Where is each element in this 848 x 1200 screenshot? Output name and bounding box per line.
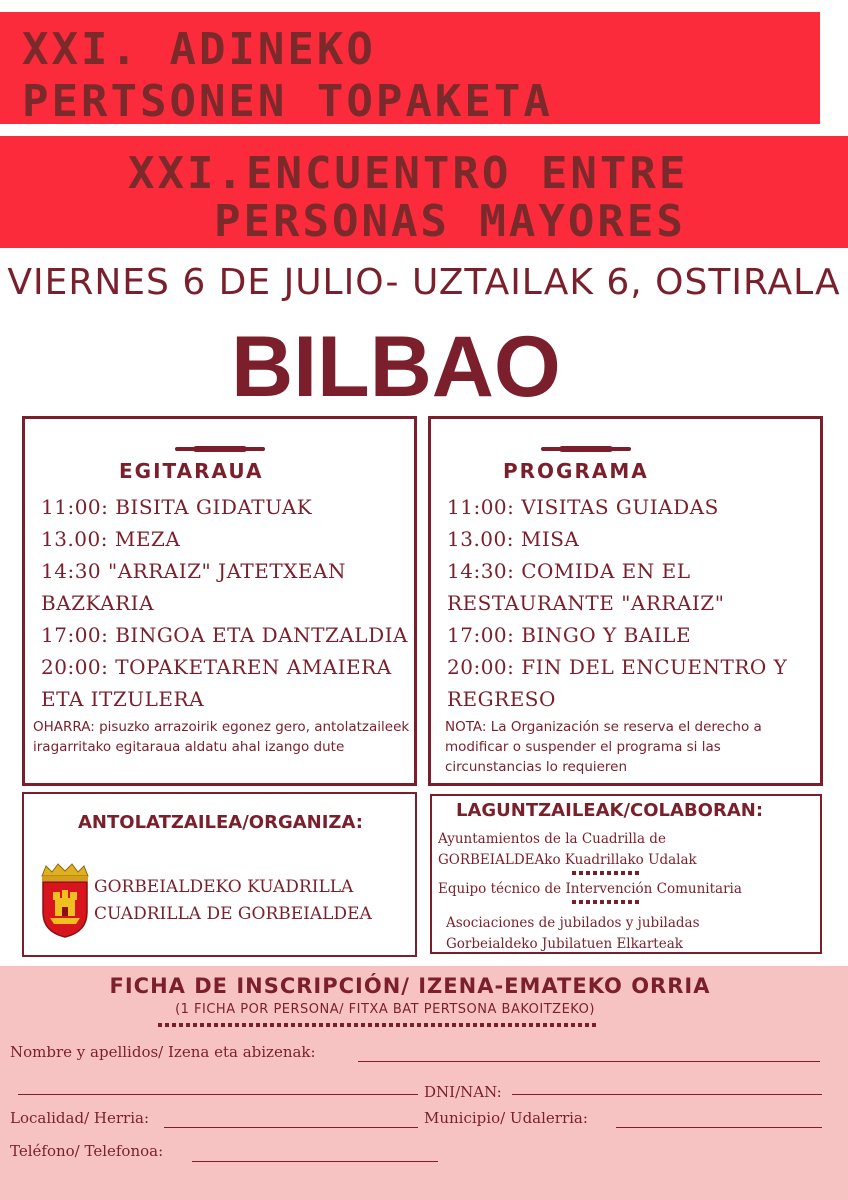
program-spanish-note: NOTA: La Organización se reserva el derecho a modificar o suspender el programa si las circunstancias lo requieren [445,719,762,775]
phone-label: Teléfono/ Telefonoa: [10,1142,164,1160]
organizer-name-spanish: CUADRILLA DE GORBEIALDEA [94,904,372,924]
locality-field[interactable] [164,1127,418,1128]
program-spanish-list [447,491,787,715]
list-item: 13.00: MEZA [41,527,181,551]
title-banner-spanish [0,136,848,248]
list-item: 17:00: BINGO Y BAILE [447,623,692,647]
list-item: 11:00: BISITA GIDATUAK [41,495,313,519]
name-field-continued[interactable] [18,1094,418,1095]
organizer-title: ANTOLATZAILEA/ORGANIZA: [78,812,363,833]
collaborator-item: Gorbeialdeko Jubilatuen Elkarteak [446,936,683,952]
dni-label: DNI/NAN: [424,1083,502,1101]
list-item: 14:30 "ARRAIZ" JATETXEAN [41,559,346,583]
program-spanish-title: PROGRAMA [503,459,649,483]
collaborator-item: Equipo técnico de Intervención Comunitaria [438,881,742,897]
organizer-name-basque: GORBEIALDEKO KUADRILLA [94,877,354,897]
title-banner-basque [0,12,820,127]
form-title: FICHA DE INSCRIPCIÓN/ IZENA-EMATEKO ORRIA [109,974,711,998]
phone-field[interactable] [192,1161,438,1162]
banner-spanish-line1: XXI.ENCUENTRO ENTRE [128,148,689,199]
list-item: 20:00: FIN DEL ENCUENTRO Y [447,655,788,679]
banner-spanish-line2: PERSONAS MAYORES [214,196,686,247]
list-item: RESTAURANTE "ARRAIZ" [447,591,725,615]
program-basque-box [22,416,417,786]
list-item: 20:00: TOPAKETAREN AMAIERA [41,655,392,679]
brush-stroke-divider [541,447,631,451]
program-basque-list [41,491,408,715]
dni-field[interactable] [512,1094,822,1095]
municipality-label: Municipio/ Udalerria: [424,1109,588,1127]
banner-basque-line1: XXI. ADINEKO [22,24,376,75]
coat-of-arms-icon [36,862,94,938]
program-basque-note: OHARRA: pisuzko arrazoirik egonez gero, antolatzaileek iragarritako egitaraua aldatu ahal izango dute [33,719,410,755]
collaborator-item: Ayuntamientos de la Cuadrilla de [438,831,666,847]
event-date: VIERNES 6 DE JULIO- UZTAILAK 6, OSTIRALA [7,262,841,303]
list-item: BAZKARIA [41,591,155,615]
program-basque-title: EGITARAUA [119,459,264,483]
collaborator-item: Asociaciones de jubilados y jubiladas [446,915,700,931]
list-item: 17:00: BINGOA ETA DANTZALDIA [41,623,408,647]
list-item: 13.00: MISA [447,527,580,551]
list-item: 14:30: COMIDA EN EL [447,559,691,583]
name-label: Nombre y apellidos/ Izena eta abizenak: [10,1043,316,1061]
program-spanish-box [428,416,823,786]
form-subtitle: (1 FICHA POR PERSONA/ FITXA BAT PERTSONA BAKOITZEKO) [175,1002,595,1017]
list-item: ETA ITZULERA [41,687,205,711]
locality-label: Localidad/ Herria: [10,1109,149,1127]
event-city: BILBAO [231,319,561,415]
list-item: REGRESO [447,687,556,711]
collaborator-item: GORBEIALDEAko Kuadrillako Udalak [438,852,697,868]
brush-stroke-divider [175,447,265,451]
list-item: 11:00: VISITAS GUIADAS [447,495,719,519]
municipality-field[interactable] [616,1127,822,1128]
dotted-divider [572,900,642,904]
organizer-box [22,792,417,957]
dotted-divider [158,1023,598,1027]
collaborators-box [430,794,822,954]
dotted-divider [572,871,642,875]
name-field[interactable] [358,1061,820,1062]
banner-basque-line2: PERTSONEN TOPAKETA [22,76,553,127]
collaborators-title: LAGUNTZAILEAK/COLABORAN: [456,800,764,821]
registration-form [0,966,848,1200]
